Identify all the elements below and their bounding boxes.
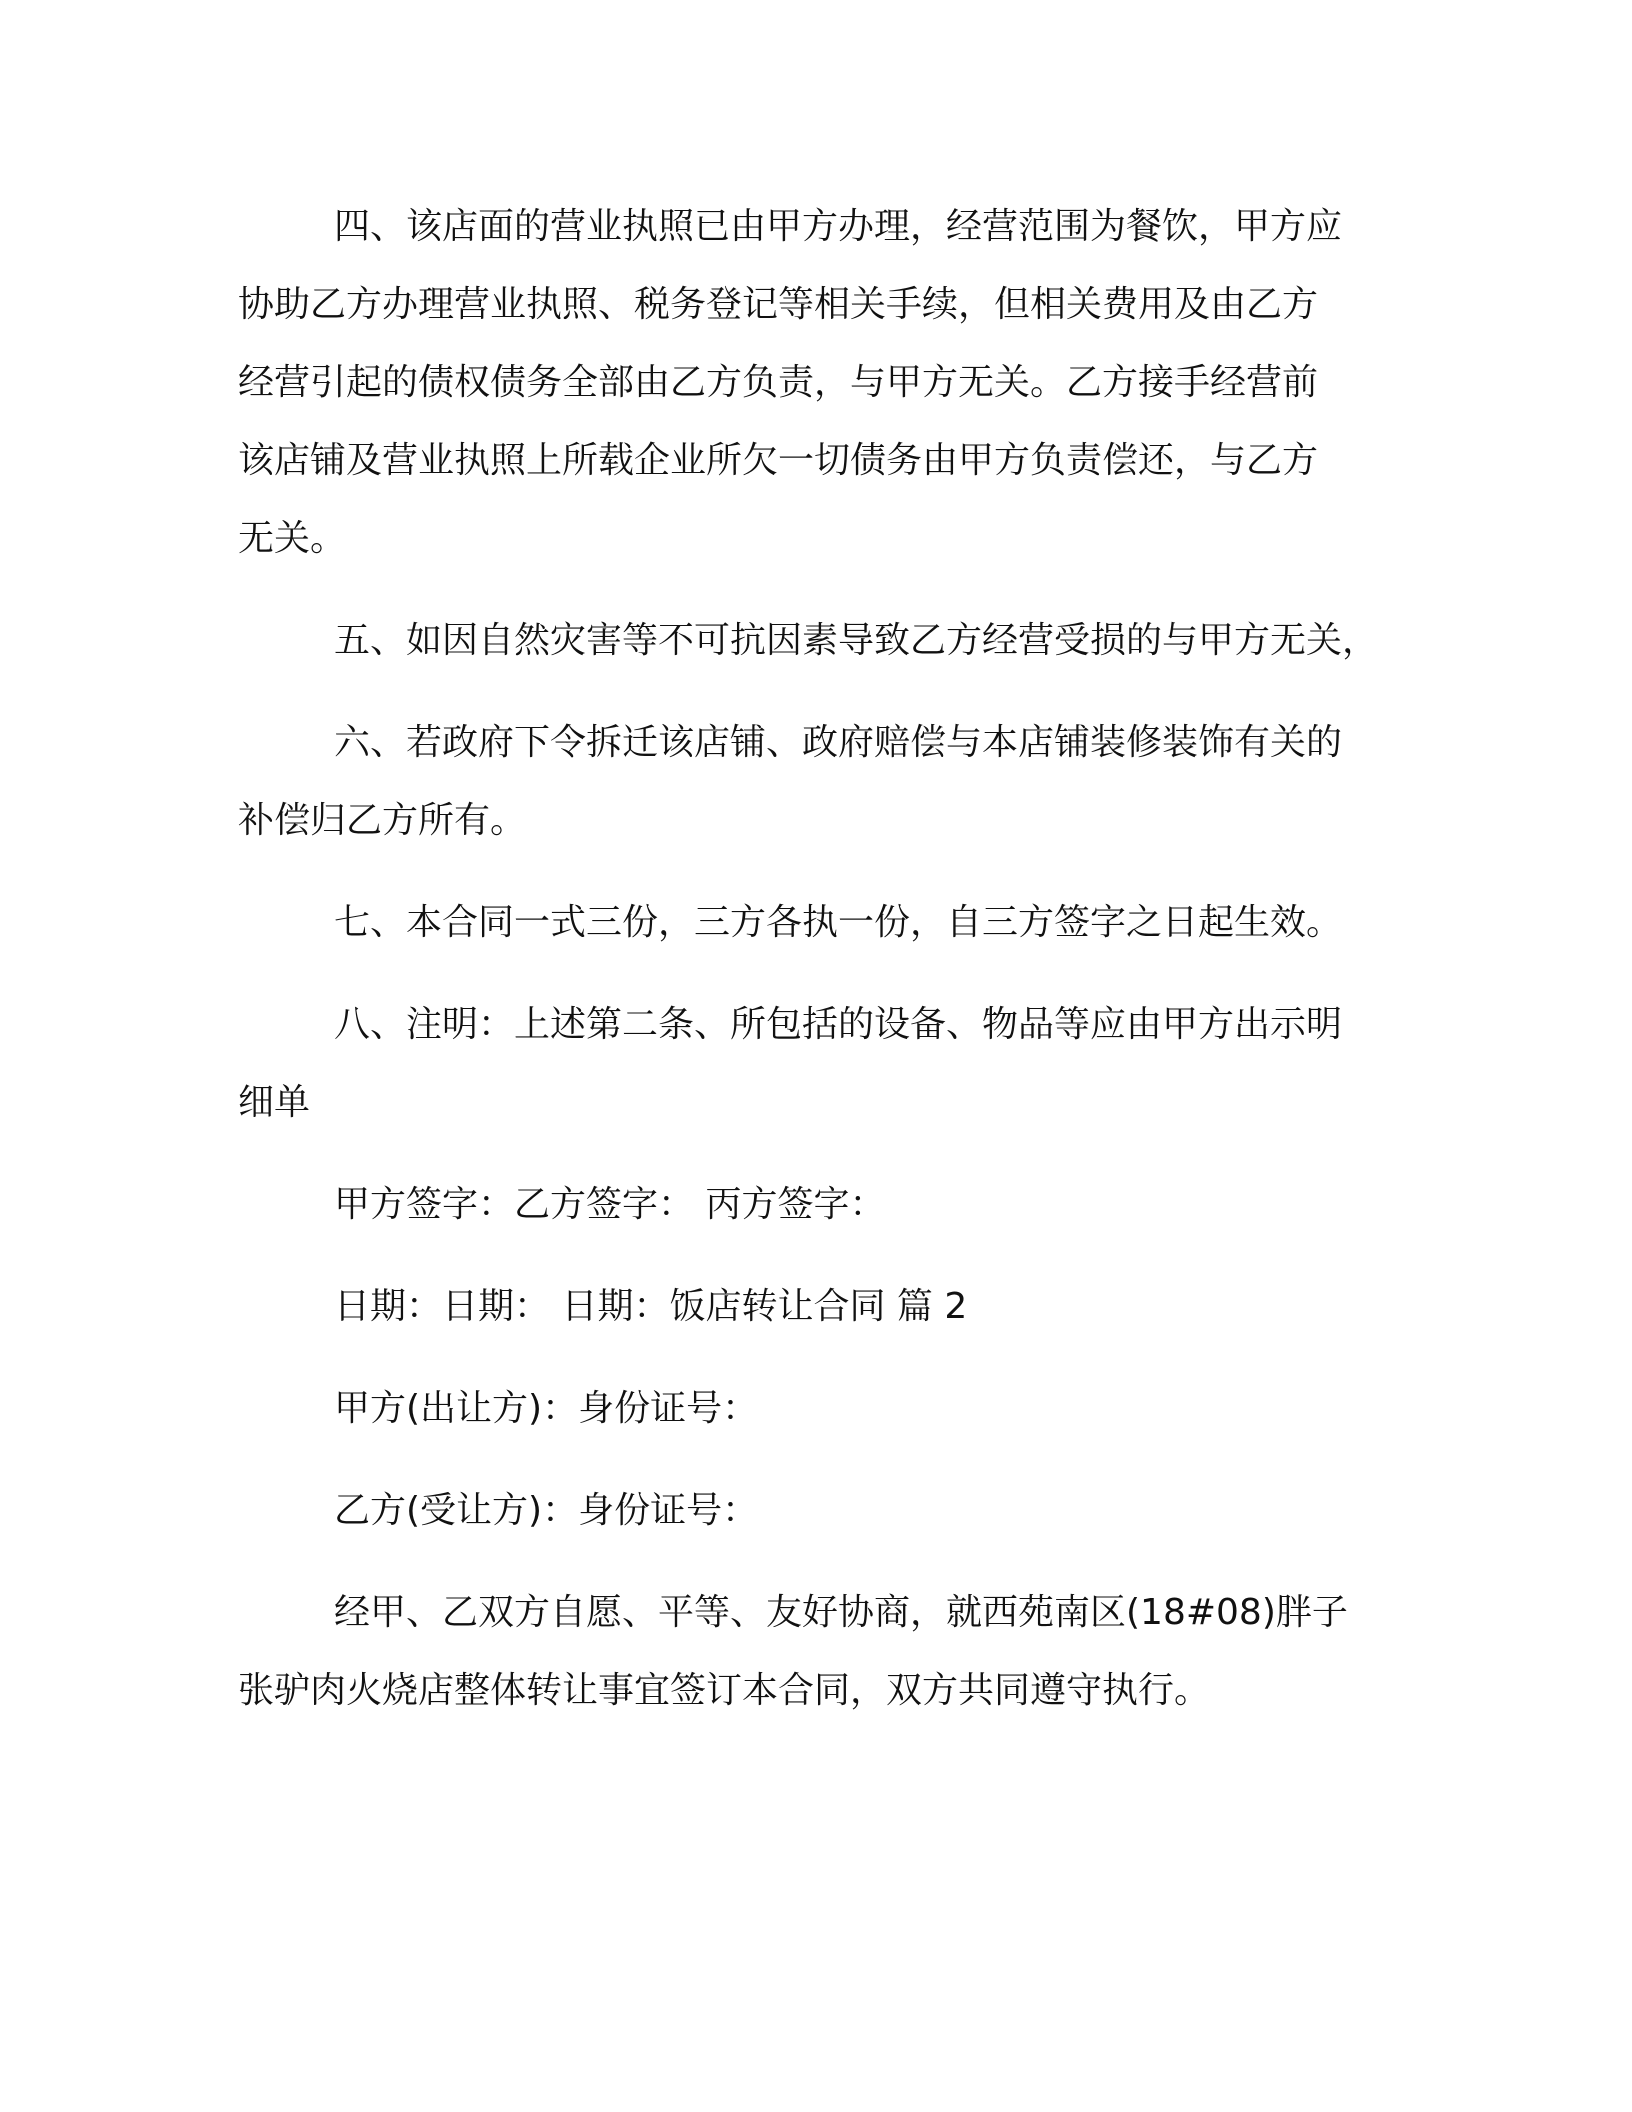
text-line: 八、注明：上述第二条、所包括的设备、物品等应由甲方出示明 bbox=[334, 1004, 1343, 1045]
paragraph-party-b bbox=[238, 1472, 1398, 1550]
text-line: 张驴肉火烧店整体转让事宜签订本合同，双方共同遵守执行。 bbox=[238, 1670, 1211, 1711]
text-line: 细单 bbox=[238, 1082, 311, 1123]
text-line: 协助乙方办理营业执照、税务登记等相关手续，但相关费用及由乙方 bbox=[238, 284, 1319, 325]
text-line: 四、该店面的营业执照已由甲方办理，经营范围为餐饮，甲方应 bbox=[334, 206, 1343, 247]
paragraph-article-5 bbox=[238, 602, 1398, 680]
text-line: 五、如因自然灾害等不可抗因素导致乙方经营受损的与甲方无关， bbox=[334, 620, 1379, 661]
paragraph-article-8 bbox=[238, 986, 1398, 1142]
text-line: 经甲、乙双方自愿、平等、友好协商，就西苑南区(18#08)胖子 bbox=[334, 1592, 1348, 1633]
text-line: 六、若政府下令拆迁该店铺、政府赔偿与本店铺装修装饰有关的 bbox=[334, 722, 1343, 763]
text-line: 乙方(受让方)：身份证号： bbox=[334, 1490, 759, 1531]
text-line: 补偿归乙方所有。 bbox=[238, 800, 527, 841]
paragraph-preamble bbox=[238, 1574, 1398, 1730]
text-line: 无关。 bbox=[238, 518, 347, 559]
text-line: 甲方签字：乙方签字： 丙方签字： bbox=[334, 1184, 886, 1225]
paragraph-article-4 bbox=[238, 188, 1398, 578]
text-line: 经营引起的债权债务全部由乙方负责，与甲方无关。乙方接手经营前 bbox=[238, 362, 1319, 403]
paragraph-party-a bbox=[238, 1370, 1398, 1448]
paragraph-dates bbox=[238, 1268, 1398, 1346]
text-line: 该店铺及营业执照上所载企业所欠一切债务由甲方负责偿还，与乙方 bbox=[238, 440, 1319, 481]
text-line: 甲方(出让方)：身份证号： bbox=[334, 1388, 759, 1429]
paragraph-article-7 bbox=[238, 884, 1398, 962]
paragraph-signatures bbox=[238, 1166, 1398, 1244]
text-line: 日期：日期： 日期：饭店转让合同 篇 2 bbox=[334, 1286, 968, 1327]
text-line: 七、本合同一式三份，三方各执一份，自三方签字之日起生效。 bbox=[334, 902, 1343, 943]
paragraph-article-6 bbox=[238, 704, 1398, 860]
document-body bbox=[238, 188, 1398, 1730]
